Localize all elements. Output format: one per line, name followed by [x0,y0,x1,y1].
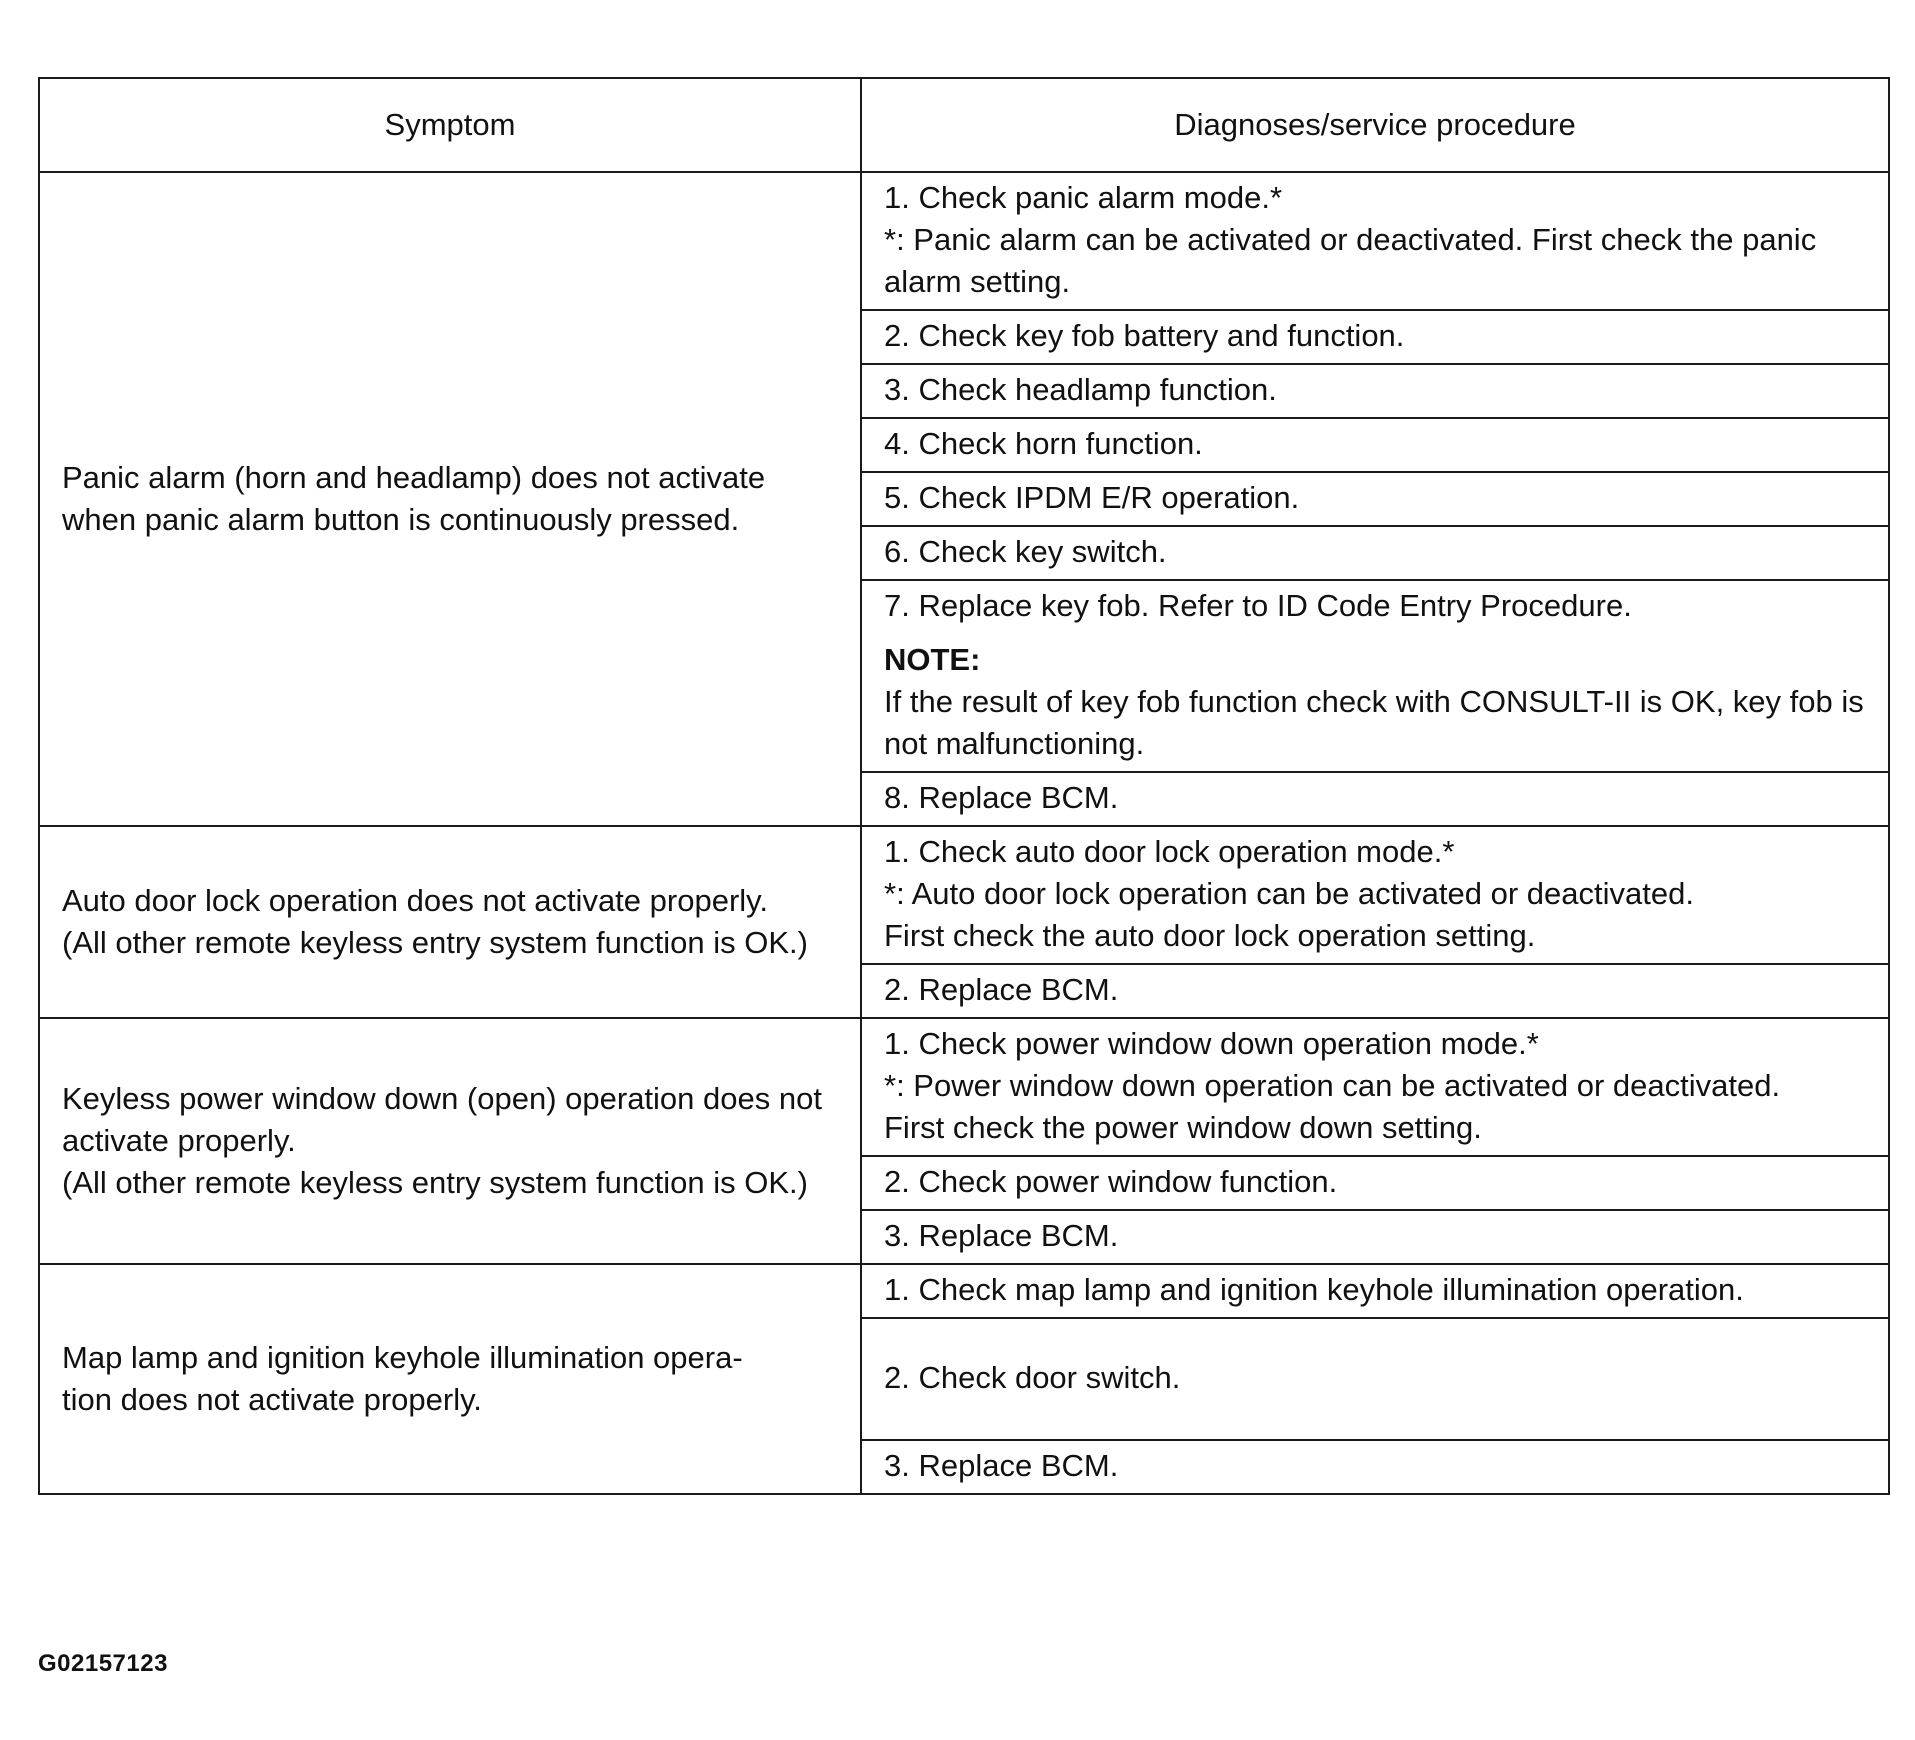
symptom-line: Keyless power window down (open) operation does not activate properly. [62,1081,822,1158]
procedure-cell [861,364,1889,418]
procedure-cell [861,826,1889,964]
symptom-cell [39,1018,861,1264]
diagnosis-table [38,77,1890,1495]
procedure-cell [861,772,1889,826]
procedure-line: 3. Replace BCM. [884,1448,1119,1483]
procedure-line: 2. Check key fob battery and function. [884,318,1405,353]
header-procedure: Diagnoses/service procedure [861,78,1889,172]
procedure-line: 2. Check door switch. [884,1360,1181,1395]
procedure-cell [861,1264,1889,1318]
table-row [39,172,1889,310]
symptom-line: (All other remote keyless entry system function is OK.) [62,925,808,960]
symptom-line: Panic alarm (horn and headlamp) does not activate [62,460,766,495]
procedure-cell [861,1156,1889,1210]
procedure-line: 7. Replace key fob. Refer to ID Code Entry Procedure. [884,588,1632,623]
procedure-line: *: Power window down operation can be activated or deactivated. [884,1068,1781,1103]
procedure-cell [861,526,1889,580]
symptom-line: tion does not activate properly. [62,1382,482,1417]
procedure-line: *: Panic alarm can be activated or deactivated. First check the panic alarm setting. [884,222,1817,299]
procedure-line: 1. Check panic alarm mode.* [884,180,1283,215]
symptom-line: (All other remote keyless entry system function is OK.) [62,1165,808,1200]
procedure-line: First check the power window down setting. [884,1110,1482,1145]
procedure-line: 6. Check key switch. [884,534,1167,569]
procedure-cell [861,964,1889,1018]
procedure-line: 2. Check power window function. [884,1164,1338,1199]
procedure-line: First check the auto door lock operation setting. [884,918,1536,953]
procedure-line: 3. Check headlamp function. [884,372,1277,407]
procedure-cell [861,1210,1889,1264]
procedure-cell [861,472,1889,526]
note-label: NOTE: [884,642,981,677]
procedure-line: 8. Replace BCM. [884,780,1119,815]
symptom-cell [39,172,861,826]
header-symptom: Symptom [39,78,861,172]
procedure-line: 5. Check IPDM E/R operation. [884,480,1300,515]
procedure-cell [861,418,1889,472]
procedure-line: 4. Check horn function. [884,426,1203,461]
symptom-line: Map lamp and ignition keyhole illumination opera- [62,1340,743,1375]
procedure-cell [861,1440,1889,1494]
note-text: If the result of key fob function check with CONSULT-II is OK, key fob is not malfunctioning. [884,684,1864,761]
procedure-cell [861,1318,1889,1440]
table-row [39,826,1889,964]
procedure-cell [861,310,1889,364]
table-row [39,1264,1889,1318]
procedure-cell [861,1018,1889,1156]
procedure-line: 1. Check auto door lock operation mode.* [884,834,1455,869]
procedure-line: *: Auto door lock operation can be activated or deactivated. [884,876,1694,911]
symptom-line: when panic alarm button is continuously pressed. [62,502,740,537]
procedure-line: 3. Replace BCM. [884,1218,1119,1253]
procedure-cell [861,172,1889,310]
procedure-line: 2. Replace BCM. [884,972,1119,1007]
symptom-cell [39,826,861,1018]
procedure-line: 1. Check power window down operation mode.* [884,1026,1539,1061]
procedure-line: 1. Check map lamp and ignition keyhole illumination operation. [884,1272,1744,1307]
symptom-line: Auto door lock operation does not activate properly. [62,883,768,918]
figure-code: G02157123 [38,1650,168,1677]
header-row [39,78,1889,172]
symptom-cell [39,1264,861,1494]
procedure-cell [861,580,1889,772]
table-row [39,1018,1889,1156]
